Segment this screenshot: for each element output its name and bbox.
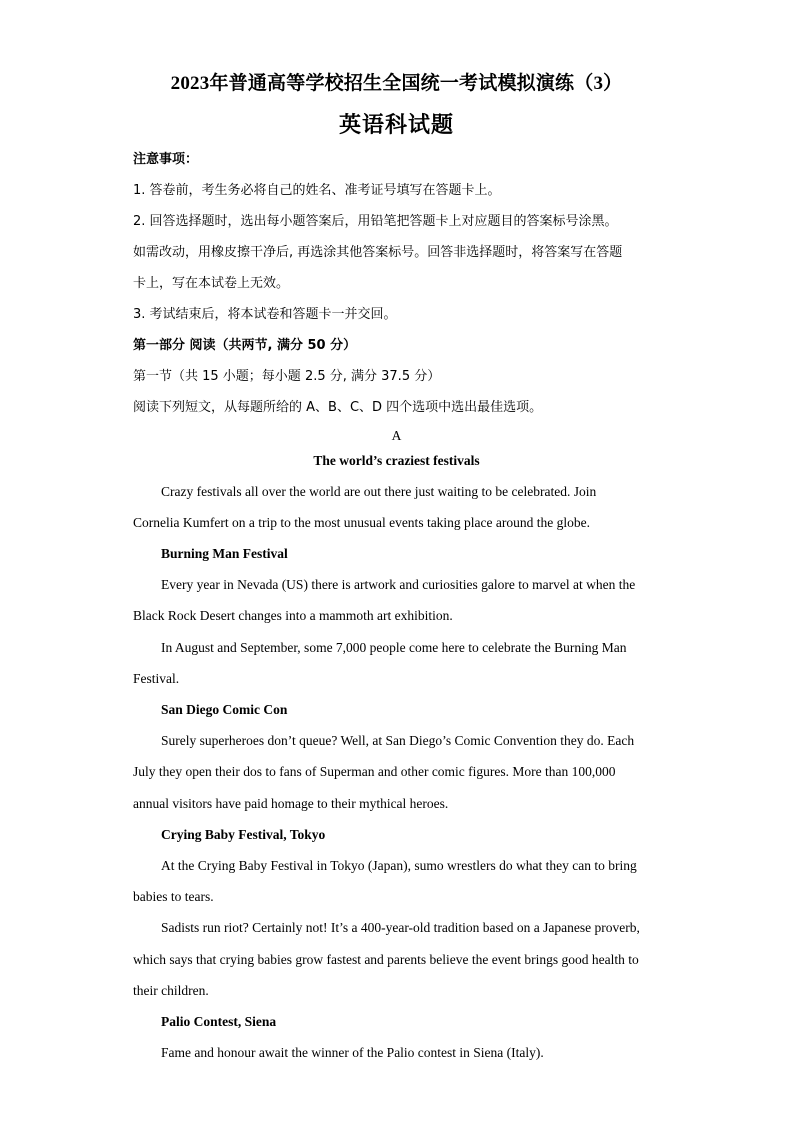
crying-baby-p1-line-1: At the Crying Baby Festival in Tokyo (Japan), sumo wrestlers do what they can to bring bbox=[161, 858, 637, 873]
exam-subtitle: 英语科试题 bbox=[338, 112, 454, 137]
intro-line-1: Crazy festivals all over the world are out there just waiting to be celebrated. Join bbox=[161, 484, 597, 499]
comic-con-line-3: annual visitors have paid homage to their mythical heroes. bbox=[133, 796, 449, 811]
burning-man-p1-line-1: Every year in Nevada (US) there is artwork and curiosities galore to marvel at when the bbox=[161, 577, 636, 592]
notes-item-3: 3. 考试结束后，将本试卷和答题卡一并交回。 bbox=[133, 307, 397, 322]
comic-con-line-1: Surely superheroes don’t queue? Well, at San Diego’s Comic Convention they do. Each bbox=[161, 733, 635, 748]
notes-item-2-line-3: 卡上，写在本试卷上无效。 bbox=[133, 276, 290, 291]
notes-item-2-line-2: 如需改动，用橡皮擦干净后, 再选涂其他答案标号。回答非选择题时，将答案写在答题 bbox=[133, 245, 623, 260]
exam-title: 2023年普通高等学校招生全国统一考试模拟演练（3） bbox=[170, 73, 623, 94]
crying-baby-p2-line-3: their children. bbox=[133, 983, 209, 998]
section1-instruction: 阅读下列短文，从每题所给的 A、B、C、D 四个选项中选出最佳选项。 bbox=[133, 400, 543, 415]
notes-item-1: 1. 答卷前，考生务必将自己的姓名、准考证号填写在答题卡上。 bbox=[133, 183, 501, 198]
burning-man-p2-line-1: In August and September, some 7,000 people come here to celebrate the Burning Man bbox=[161, 640, 627, 655]
part1-heading: 第一部分 阅读（共两节, 满分 50 分） bbox=[133, 338, 357, 353]
palio-heading: Palio Contest, Siena bbox=[161, 1014, 277, 1029]
crying-baby-heading: Crying Baby Festival, Tokyo bbox=[161, 827, 326, 842]
burning-man-p2-line-2: Festival. bbox=[133, 671, 180, 686]
notes-item-2-line-1: 2. 回答选择题时，选出每小题答案后，用铅笔把答题卡上对应题目的答案标号涂黑。 bbox=[133, 214, 618, 229]
notes-heading: 注意事项： bbox=[133, 152, 199, 167]
burning-man-heading: Burning Man Festival bbox=[161, 546, 288, 561]
passage-title: The world’s craziest festivals bbox=[313, 453, 480, 468]
comic-con-line-2: July they open their dos to fans of Superman and other comic figures. More than 100,000 bbox=[133, 764, 616, 779]
intro-line-2: Cornelia Kumfert on a trip to the most unusual events taking place around the globe. bbox=[133, 515, 591, 530]
palio-line-1: Fame and honour await the winner of the Palio contest in Siena (Italy). bbox=[161, 1045, 544, 1060]
comic-con-heading: San Diego Comic Con bbox=[161, 702, 288, 717]
crying-baby-p1-line-2: babies to tears. bbox=[133, 889, 214, 904]
passage-label: A bbox=[391, 428, 402, 443]
crying-baby-p2-line-1: Sadists run riot? Certainly not! It’s a 400-year-old tradition based on a Japanese proverb, bbox=[161, 920, 640, 935]
crying-baby-p2-line-2: which says that crying babies grow fastest and parents believe the event brings good health to bbox=[133, 952, 639, 967]
burning-man-p1-line-2: Black Rock Desert changes into a mammoth art exhibition. bbox=[133, 608, 453, 623]
section1-heading: 第一节（共 15 小题；每小题 2.5 分, 满分 37.5 分） bbox=[133, 369, 441, 384]
